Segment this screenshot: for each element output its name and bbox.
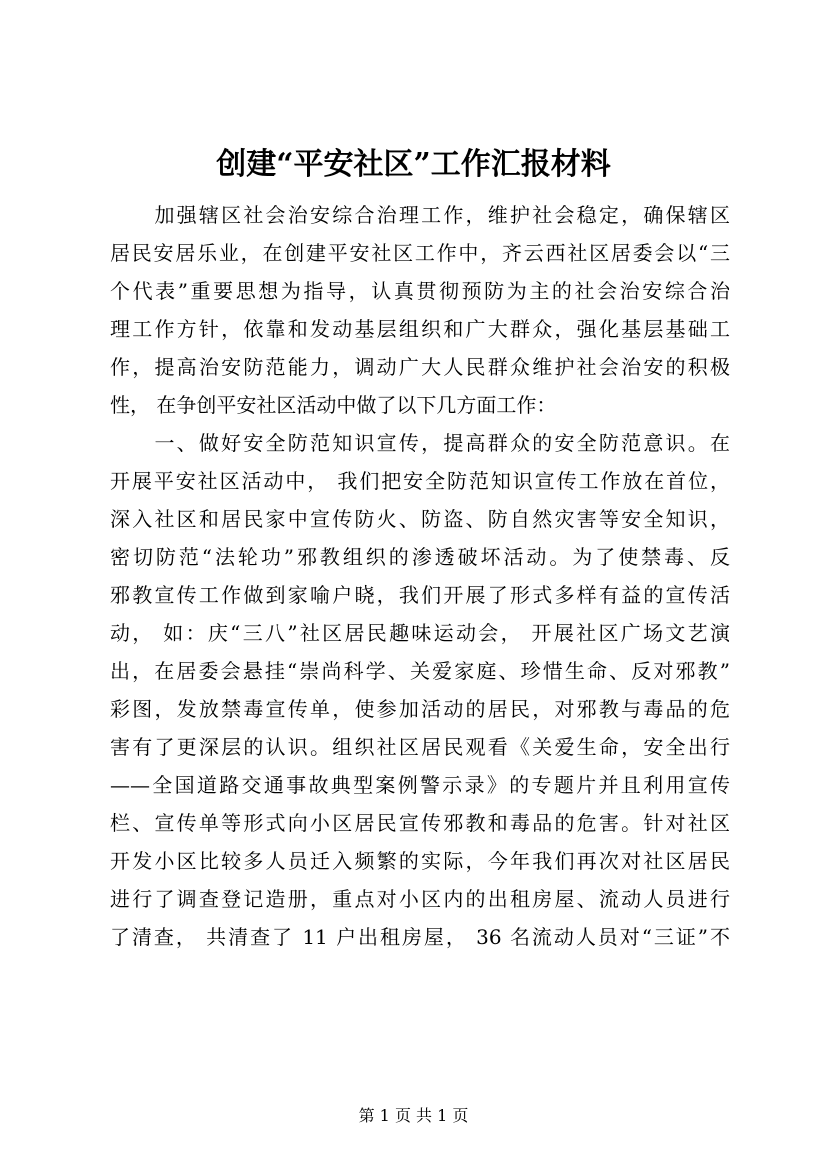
body-line: ——全国道路交通事故典型案例警示录》的专题片并且利用宣传 <box>110 773 730 797</box>
body-line: 彩图，发放禁毒宣传单，使参加活动的居民，对邪教与毒品的危 <box>110 697 730 721</box>
body-line: 害有了更深层的认识。组织社区居民观看《关爱生命，安全出行 <box>110 735 730 759</box>
document-title: 创建“平安社区”工作汇报材料 <box>216 147 611 182</box>
body-line: 作，提高治安防范能力，调动广大人民群众维护社会治安的积极 <box>110 355 730 379</box>
body-line: 密切防范“法轮功”邪教组织的渗透破坏活动。为了使禁毒、反 <box>110 545 730 569</box>
page-footer: 第 1 页 共 1 页 <box>358 1106 469 1125</box>
body-line: 开展平安社区活动中， 我们把安全防范知识宣传工作放在首位， <box>110 469 730 493</box>
body-line: 出，在居委会悬挂“崇尚科学、关爱家庭、珍惜生命、反对邪教” <box>110 659 730 683</box>
body-line: 深入社区和居民家中宣传防火、防盗、防自然灾害等安全知识， <box>110 507 730 531</box>
body-line: 栏、宣传单等形式向小区居民宣传邪教和毒品的危害。针对社区 <box>110 811 730 835</box>
body-line: 加强辖区社会治安综合治理工作，维护社会稳定，确保辖区 <box>110 203 730 227</box>
body-line: 理工作方针，依靠和发动基层组织和广大群众，强化基层基础工 <box>110 317 730 341</box>
body-line: 一、做好安全防范知识宣传，提高群众的安全防范意识。在 <box>110 431 730 455</box>
body-line: 性， 在争创平安社区活动中做了以下几方面工作： <box>110 393 557 417</box>
body-line: 个代表”重要思想为指导，认真贯彻预防为主的社会治安综合治 <box>110 279 730 303</box>
document-body <box>110 196 730 956</box>
body-line: 邪教宣传工作做到家喻户晓，我们开展了形式多样有益的宣传活 <box>110 583 730 607</box>
body-line: 进行了调查登记造册，重点对小区内的出租房屋、流动人员进行 <box>110 887 730 911</box>
body-line: 开发小区比较多人员迁入频繁的实际，今年我们再次对社区居民 <box>110 849 730 873</box>
body-line: 居民安居乐业，在创建平安社区工作中，齐云西社区居委会以“三 <box>110 241 730 265</box>
body-line: 了清查， 共清查了 11 户出租房屋， 36 名流动人员对“三证”不 <box>110 925 730 949</box>
body-line: 动， 如：庆“三八”社区居民趣味运动会， 开展社区广场文艺演 <box>110 621 730 645</box>
